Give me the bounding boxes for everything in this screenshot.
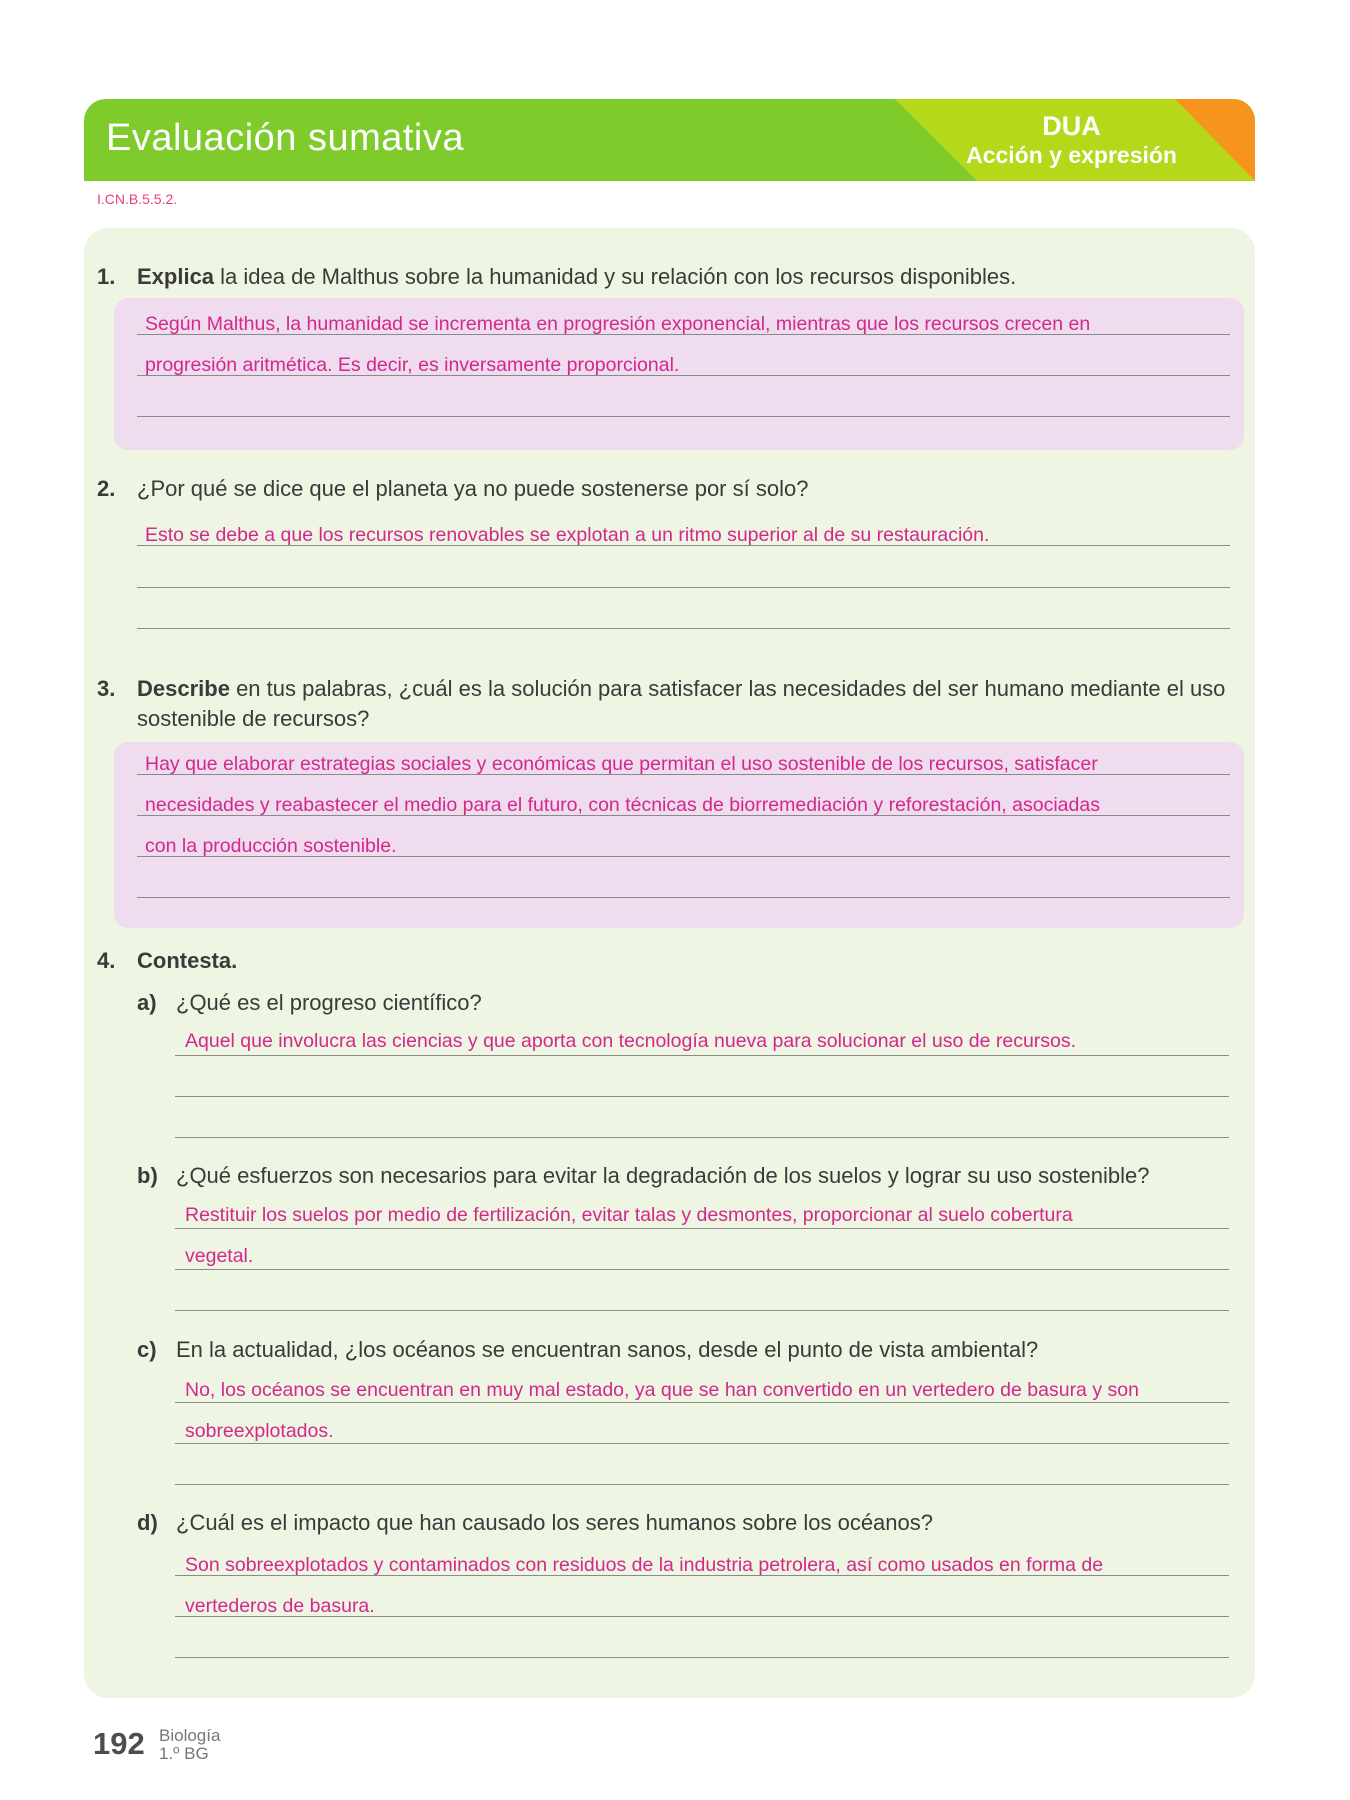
answer-line: [175, 1228, 1229, 1229]
dua-title: DUA: [1042, 111, 1101, 141]
answer-line: [175, 1310, 1229, 1311]
dua-badge: [966, 111, 1177, 169]
subject-name: Biología: [159, 1726, 221, 1745]
answer-line: [137, 416, 1230, 417]
answer-text: sobreexplotados.: [185, 1420, 334, 1442]
answer-text: con la producción sostenible.: [145, 835, 397, 857]
answer-text: Restituir los suelos por medio de fertilización, evitar talas y desmontes, proporcionar al suelo cobertura: [185, 1204, 1073, 1226]
answer-line: [175, 1055, 1229, 1056]
answer-text: Aquel que involucra las ciencias y que aporta con tecnología nueva para solucionar el uso de recursos.: [185, 1030, 1077, 1052]
answer-line: [175, 1484, 1229, 1485]
subquestion-text: ¿Cuál es el impacto que han causado los seres humanos sobre los océanos?: [176, 1510, 934, 1535]
subquestion-letter: d): [137, 1510, 158, 1535]
question-number: 2.: [97, 476, 116, 501]
curriculum-code: I.CN.B.5.5.2.: [97, 191, 178, 207]
answer-text: No, los océanos se encuentran en muy mal estado, ya que se han convertido en un vertedero de basura y son: [185, 1379, 1139, 1401]
question-number: 1.: [97, 264, 116, 289]
question-text: Describe en tus palabras, ¿cuál es la solución para satisfacer las necesidades del ser humano mediante el uso sostenible de recursos?: [137, 676, 1226, 731]
page-number: 192: [93, 1726, 145, 1761]
answer-text: vertederos de basura.: [185, 1595, 375, 1617]
answer-line: [175, 1137, 1229, 1138]
answer-text: Son sobreexplotados y contaminados con residuos de la industria petrolera, así como usados en forma de: [185, 1554, 1104, 1576]
subquestion-letter: a): [137, 990, 157, 1015]
header-banner: [84, 99, 1255, 181]
answer-line: [137, 897, 1230, 898]
answer-text: Hay que elaborar estrategias sociales y económicas que permitan el uso sostenible de los recursos, satisfacer: [145, 753, 1098, 775]
answer-line: [175, 1443, 1229, 1444]
answer-line: [175, 1402, 1229, 1403]
subquestion-text: En la actualidad, ¿los océanos se encuentran sanos, desde el punto de vista ambiental?: [176, 1337, 1039, 1362]
question-text: Contesta.: [137, 948, 238, 973]
answer-text: Según Malthus, la humanidad se incrementa en progresión exponencial, mientras que los recursos crecen en: [145, 313, 1091, 335]
question-number: 4.: [97, 948, 116, 973]
subquestion-text: ¿Qué es el progreso científico?: [176, 990, 482, 1015]
subquestion-letter: b): [137, 1163, 158, 1188]
answer-line: [137, 587, 1230, 588]
footer-subject: [159, 1727, 220, 1763]
grade-label: 1.º BG: [159, 1744, 209, 1763]
answer-line: [175, 1657, 1229, 1658]
answer-line: [175, 1269, 1229, 1270]
answer-line: [137, 628, 1230, 629]
page-title: Evaluación sumativa: [106, 117, 465, 159]
answer-line: [175, 1096, 1229, 1097]
question-number: 3.: [97, 676, 116, 701]
question-text: Explica la idea de Malthus sobre la humanidad y su relación con los recursos disponibles.: [137, 264, 1017, 289]
answer-text: progresión aritmética. Es decir, es inversamente proporcional.: [145, 354, 680, 376]
answer-text: Esto se debe a que los recursos renovables se explotan a un ritmo superior al de su restauración.: [145, 524, 990, 546]
question-text: ¿Por qué se dice que el planeta ya no puede sostenerse por sí solo?: [137, 476, 809, 501]
answer-text: necesidades y reabastecer el medio para el futuro, con técnicas de biorremediación y reforestación, asociadas: [145, 794, 1100, 816]
dua-subtitle: Acción y expresión: [966, 142, 1177, 168]
subquestion-text: ¿Qué esfuerzos son necesarios para evitar la degradación de los suelos y lograr su uso sostenible?: [176, 1163, 1150, 1188]
answer-text: vegetal.: [185, 1245, 254, 1267]
subquestion-letter: c): [137, 1337, 157, 1362]
